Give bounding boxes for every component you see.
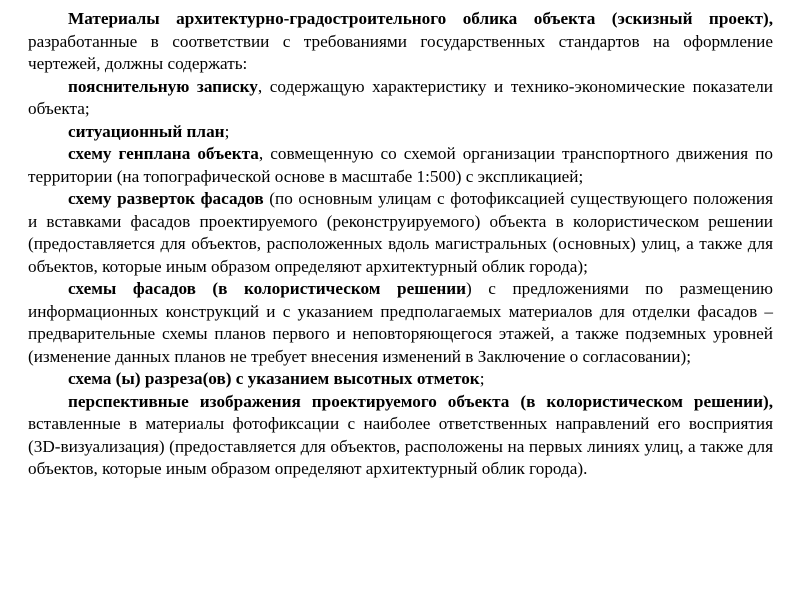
paragraph-master-plan <box>28 143 773 188</box>
paragraph-intro-text: разработанные в соответствии с требованиями государственных стандартов на оформление чертежей, должны содержать: <box>28 31 773 73</box>
paragraph-facade-sweeps-bold: схему разверток фасадов <box>68 189 264 208</box>
paragraph-explanatory-note-text: , содержащую характеристику и технико-экономические показатели объекта; <box>28 76 773 118</box>
paragraph-facade-sweeps-text: (по основным улицам с фотофиксацией существующего положения и вставками фасадов проектируемого (реконструируемого) объекта в колористическом решении (предоставляется для объектов, расположенных вдоль магистральных (основных) улиц, а также для объектов, которые иным образом определяют архитектурный облик города); <box>28 189 774 276</box>
paragraph-explanatory-note-bold: пояснительную записку <box>68 76 258 96</box>
paragraph-facade-schemes <box>28 278 773 368</box>
paragraph-perspective-images-bold: перспективные изображения проектируемого объекта (в колористическом решении), <box>68 391 773 411</box>
paragraph-situation-plan-bold: ситуационный план <box>68 121 225 141</box>
document-body <box>28 8 773 481</box>
paragraph-situation-plan-text: ; <box>224 121 230 141</box>
paragraph-explanatory-note <box>28 76 773 121</box>
paragraph-facade-schemes-text: ) с предложениями по размещению информационных конструкций и с указанием предполагаемых материалов для отделки фасадов – предварительные схемы планов первого и неповторяющегося этажей, а также подземных уровней (изменение данных планов не требует внесения изменений в Заключение о согласовании); <box>28 279 773 366</box>
paragraph-intro <box>28 8 773 76</box>
paragraph-master-plan-text: , совмещенную со схемой организации транспортного движения по территории (на топографической основе в масштабе 1:500) с экспликацией; <box>28 144 773 186</box>
paragraph-perspective-images-text: вставленные в материалы фотофиксации с наиболее ответственных направлений его восприятия (3D-визуализация) (предоставляется для объектов, расположены на первых линиях улиц, а также для объектов, которые иным образом определяют архитектурный облик города). <box>28 414 773 478</box>
paragraph-facade-schemes-bold: схемы фасадов (в колористическом решении <box>68 279 467 298</box>
paragraph-sections-text: ; <box>479 369 485 388</box>
paragraph-situation-plan <box>28 121 773 144</box>
paragraph-sections <box>28 368 773 391</box>
paragraph-facade-sweeps <box>28 188 773 278</box>
paragraph-sections-bold: схема (ы) разреза(ов) с указанием высотных отметок <box>68 369 480 388</box>
paragraph-master-plan-bold: схему генплана объекта <box>68 144 259 163</box>
paragraph-intro-bold: Материалы архитектурно-градостроительного облика объекта (эскизный проект), <box>68 9 773 28</box>
paragraph-perspective-images <box>28 391 773 481</box>
